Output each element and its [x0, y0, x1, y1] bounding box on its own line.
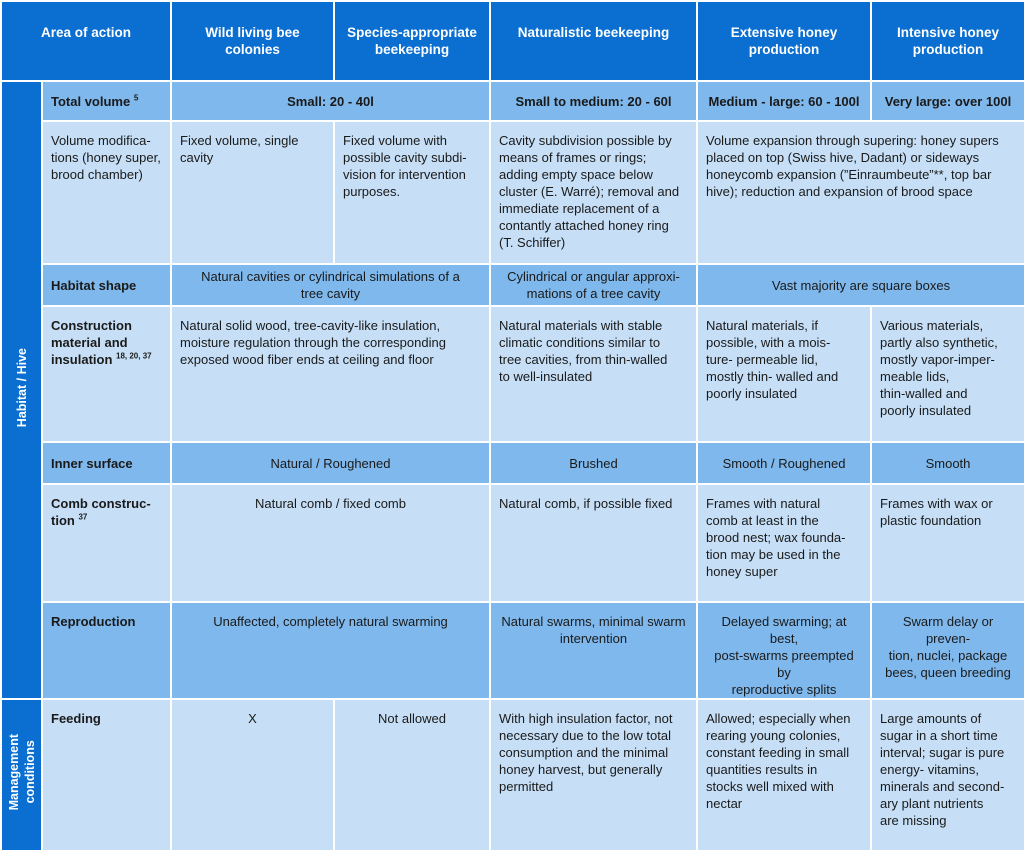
- cell-reproduction-intensive: Swarm delay or preven- tion, nuclei, package bees, queen breeding: [871, 602, 1024, 699]
- cell-habitat-shape-wild-species: Natural cavities or cylindrical simulations of a tree cavity: [171, 264, 490, 306]
- row-label: Inner surface: [42, 442, 171, 484]
- cell-volume-mod-species: Fixed volume with possible cavity subdi- vision for intervention purposes.: [334, 121, 490, 264]
- table-row-feeding: [1, 699, 1024, 851]
- cell-reproduction-extensive: Delayed swarming; at best, post-swarms preempted by reproductive splits: [697, 602, 871, 699]
- table-row-total-volume: [1, 81, 1024, 121]
- cell-reproduction-naturalistic: Natural swarms, minimal swarm intervention: [490, 602, 697, 699]
- header-row: [1, 1, 1024, 81]
- footnote-ref: 5: [133, 93, 139, 103]
- cell-reproduction-wild-species: Unaffected, completely natural swarming: [171, 602, 490, 699]
- cell-feeding-intensive: Large amounts of sugar in a short time interval; sugar is pure energy- vitamins, minerals and second- ary plant nutrients are missing: [871, 699, 1024, 851]
- footnote-ref: 18, 20, 37: [116, 351, 152, 361]
- cell-comb-naturalistic: Natural comb, if possible fixed: [490, 484, 697, 602]
- row-label: Total volume $^5$: [42, 81, 171, 121]
- header-naturalistic: [490, 1, 697, 81]
- cell-feeding-naturalistic: With high insulation factor, not necessary due to the low total consumption and the minimal honey harvest, but generally permitted: [490, 699, 697, 851]
- cell-total-volume-intensive: Very large: over 100l: [871, 81, 1024, 121]
- table-row-reproduction: [1, 602, 1024, 699]
- header-label: Intensive honey production: [896, 25, 1000, 57]
- row-label: Comb construc- tion $^{37}$: [42, 484, 171, 602]
- table-row-comb-construction: [1, 484, 1024, 602]
- cell-feeding-species: Not allowed: [334, 699, 490, 851]
- cell-construction-intensive: Various materials, partly also synthetic, mostly vapor-imper- meable lids, thin-walled and poorly insulated: [871, 306, 1024, 442]
- cell-habitat-shape-naturalistic: Cylindrical or angular approxi- mations of a tree cavity: [490, 264, 697, 306]
- header-species-appropriate: [334, 1, 490, 81]
- cell-construction-wild-species: Natural solid wood, tree-cavity-like insulation, moisture regulation through the corresponding exposed wood fiber ends at ceiling and floor: [171, 306, 490, 442]
- header-label: Extensive honey production: [730, 25, 838, 57]
- footnote-ref: 37: [78, 512, 88, 522]
- header-extensive: [697, 1, 871, 81]
- cell-total-volume-extensive: Medium - large: 60 - 100l: [697, 81, 871, 121]
- header-intensive: [871, 1, 1024, 81]
- cell-construction-extensive: Natural materials, if possible, with a mois- ture- permeable lid, mostly thin- walled and poorly insulated: [697, 306, 871, 442]
- cell-habitat-shape-extensive-intensive: Vast majority are square boxes: [697, 264, 1024, 306]
- cell-comb-extensive: Frames with natural comb at least in the brood nest; wax founda- tion may be used in the honey super: [697, 484, 871, 602]
- cell-total-volume-small: Small: 20 - 40l: [171, 81, 490, 121]
- group-habitat-hive: [1, 81, 42, 699]
- row-label: Construction material and insulation $^{18, 20, 37}$: [42, 306, 171, 442]
- group-label: Habitat / Hive: [14, 347, 29, 428]
- cell-comb-intensive: Frames with wax or plastic foundation: [871, 484, 1024, 602]
- table-row-construction-material: [1, 306, 1024, 442]
- row-label: Reproduction: [42, 602, 171, 699]
- cell-total-volume-naturalistic: Small to medium: 20 - 60l: [490, 81, 697, 121]
- header-label: Wild living bee colonies: [205, 25, 300, 57]
- row-label: Habitat shape: [42, 264, 171, 306]
- cell-inner-surface-extensive: Smooth / Roughened: [697, 442, 871, 484]
- cell-inner-surface-intensive: Smooth: [871, 442, 1024, 484]
- header-label: Species-appropriate beekeeping: [347, 25, 477, 57]
- cell-volume-mod-extensive-intensive: Volume expansion through supering: honey supers placed on top (Swiss hive, Dadant) or sideways honeycomb expansion (”Einraumbeute”**, top bar hive); reduction and expansion of brood space: [697, 121, 1024, 264]
- cell-inner-surface-wild-species: Natural / Roughened: [171, 442, 490, 484]
- cell-feeding-wild: X: [171, 699, 334, 851]
- group-label: Management conditions: [6, 734, 37, 811]
- row-label: Feeding: [42, 699, 171, 851]
- row-label: Volume modifica- tions (honey super, brood chamber): [42, 121, 171, 264]
- cell-feeding-extensive: Allowed; especially when rearing young colonies, constant feeding in small quantities results in stocks well mixed with nectar: [697, 699, 871, 851]
- header-label: Area of action: [40, 25, 132, 40]
- table-row-inner-surface: [1, 442, 1024, 484]
- cell-construction-naturalistic: Natural materials with stable climatic conditions similar to tree cavities, from thin-walled to well-insulated: [490, 306, 697, 442]
- cell-inner-surface-naturalistic: Brushed: [490, 442, 697, 484]
- cell-comb-wild-species: Natural comb / fixed comb: [171, 484, 490, 602]
- header-area-of-action: [1, 1, 171, 81]
- cell-volume-mod-wild: Fixed volume, single cavity: [171, 121, 334, 264]
- header-wild-living: [171, 1, 334, 81]
- table-row-habitat-shape: [1, 264, 1024, 306]
- cell-volume-mod-naturalistic: Cavity subdivision possible by means of frames or rings; adding empty space below cluster (E. Warré); removal and immediate replacement of a contantly attached honey ring (T. Schiffer): [490, 121, 697, 264]
- header-label: Naturalistic beekeeping: [517, 25, 670, 40]
- table-row-volume-modifications: [1, 121, 1024, 264]
- group-management-conditions: [1, 699, 42, 851]
